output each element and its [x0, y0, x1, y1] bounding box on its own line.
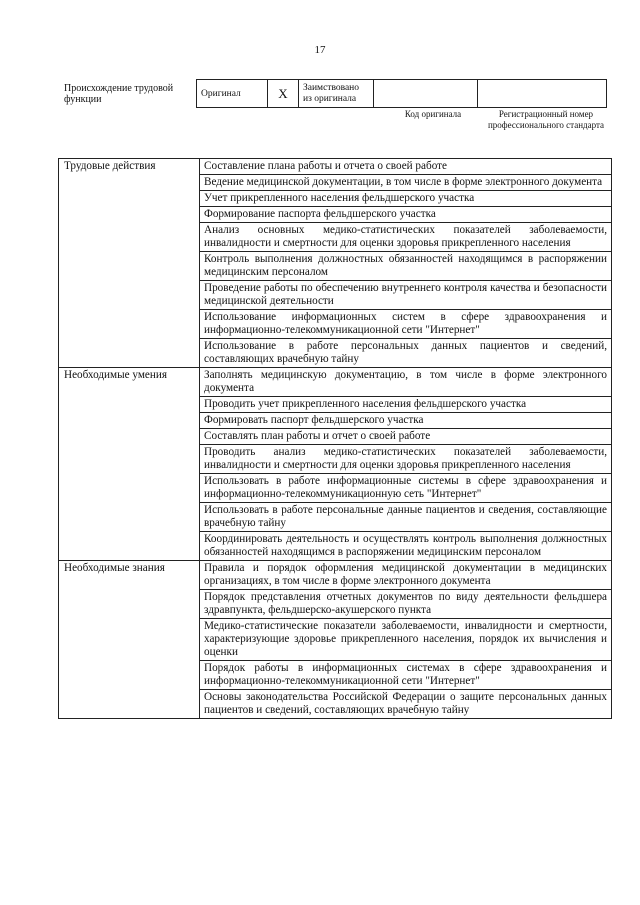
code-caption: Код оригинала	[404, 109, 462, 119]
section-item: Основы законодательства Российской Федерации о защите персональных данных пациентов и сведений, составляющих врачебную тайну	[200, 690, 612, 719]
origin-label: Происхождение трудовой функции	[64, 83, 174, 105]
section-item: Учет прикрепленного населения фельдшерского участка	[200, 191, 612, 207]
section-item: Составлять план работы и отчет о своей работе	[200, 429, 612, 445]
table-row	[59, 368, 612, 397]
original-cell: Оригинал	[197, 80, 268, 108]
section-item: Порядок представления отчетных документов по виду деятельности фельдшера здравпункта, фельдшерско-акушерского пункта	[200, 590, 612, 619]
original-mark: X	[268, 80, 299, 108]
borrowed-cell: Заимствовано из оригинала	[299, 80, 374, 108]
section-item: Медико-статистические показатели заболеваемости, инвалидности и смертности, характеризующие здоровье прикрепленного населения, порядок их вычисления и оценки	[200, 619, 612, 661]
code-cell	[374, 80, 478, 108]
section-item: Составление плана работы и отчета о своей работе	[200, 159, 612, 175]
section-item: Заполнять медицинскую документацию, в том числе в форме электронного документа	[200, 368, 612, 397]
section-title: Необходимые умения	[59, 368, 200, 561]
table-row	[59, 561, 612, 590]
section-title: Необходимые знания	[59, 561, 200, 719]
section-title: Трудовые действия	[59, 159, 200, 368]
section-item: Анализ основных медико-статистических показателей заболеваемости, инвалидности и смертности для оценки здоровья прикрепленного населения	[200, 223, 612, 252]
function-table	[58, 158, 612, 719]
section-item: Использовать в работе информационные системы в сфере здравоохранения и информационно-телекоммуникационную сеть "Интернет"	[200, 474, 612, 503]
section-item: Формирование паспорта фельдшерского участка	[200, 207, 612, 223]
section-item: Координировать деятельность и осуществлять контроль выполнения должностных обязанностей находящимся в распоряжении медицинским персоналом	[200, 532, 612, 561]
section-item: Использовать в работе персональные данные пациентов и сведения, составляющие врачебную тайну	[200, 503, 612, 532]
section-item: Порядок работы в информационных системах в сфере здравоохранения и информационно-телекоммуникационной сети "Интернет"	[200, 661, 612, 690]
section-item: Использование в работе персональных данных пациентов и сведений, составляющих врачебную тайну	[200, 339, 612, 368]
table-row	[59, 159, 612, 175]
registration-caption: Регистрационный номер профессионального стандарта	[487, 109, 605, 130]
page-number: 17	[314, 44, 326, 56]
section-item: Проводить учет прикрепленного населения фельдшерского участка	[200, 397, 612, 413]
section-item: Ведение медицинской документации, в том числе в форме электронного документа	[200, 175, 612, 191]
section-item: Проведение работы по обеспечению внутреннего контроля качества и безопасности медицинской деятельности	[200, 281, 612, 310]
registration-cell	[478, 80, 607, 108]
origin-table	[196, 79, 607, 108]
section-item: Формировать паспорт фельдшерского участка	[200, 413, 612, 429]
section-item: Использование информационных систем в сфере здравоохранения и информационно-телекоммуникационной сети "Интернет"	[200, 310, 612, 339]
section-item: Контроль выполнения должностных обязанностей находящимся в распоряжении медицинским персоналом	[200, 252, 612, 281]
section-item: Правила и порядок оформления медицинской документации в медицинских организациях, в том числе в форме электронного документа	[200, 561, 612, 590]
section-item: Проводить анализ медико-статистических показателей заболеваемости, инвалидности и смертности для оценки здоровья прикрепленного населения	[200, 445, 612, 474]
